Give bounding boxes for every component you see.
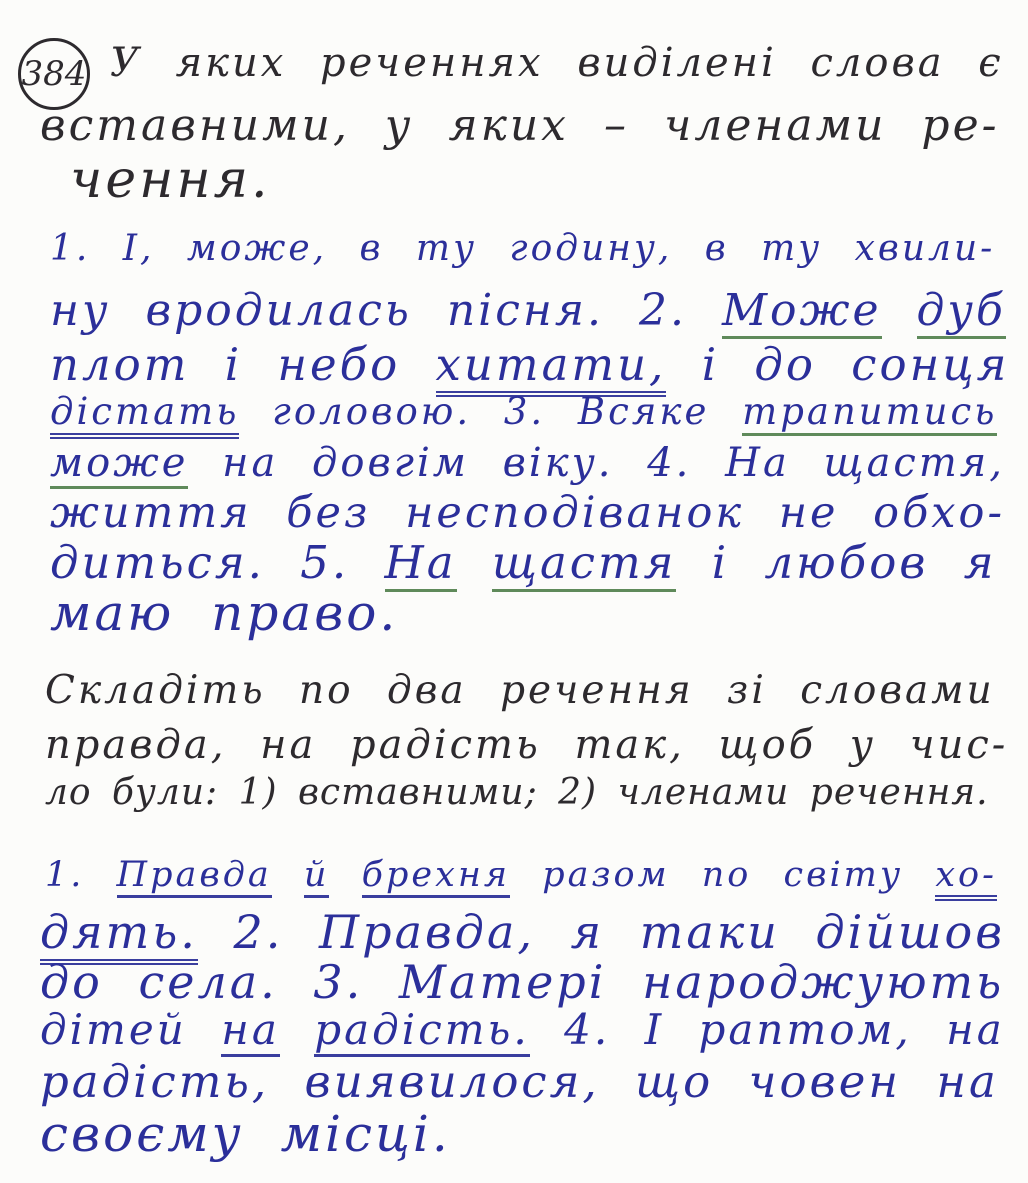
double-underlined-word: дять.: [40, 905, 198, 965]
underlined-word: на: [221, 1005, 280, 1057]
underlined-word: брехня: [362, 855, 510, 898]
task2-line-3: ло були: 1) вставними; 2) членами речення.: [45, 772, 989, 813]
underlined-word: Правда: [117, 855, 272, 898]
underlined-word: може: [50, 440, 188, 489]
answer1-text: диться. 5.: [50, 536, 350, 589]
answer2-line-1: [45, 855, 997, 895]
answer2-line-3: до села. 3. Матері народжують: [40, 955, 1005, 1009]
underlined-word: й: [304, 855, 330, 898]
underlined-word: Може: [722, 285, 882, 339]
answer2-line-5: радість, виявилося, що човен на: [40, 1055, 999, 1108]
task-number-badge: 384: [18, 38, 90, 110]
underlined-word: радість.: [314, 1005, 530, 1057]
answer2-text: 2. Правда, я таки дійшов: [233, 905, 1005, 959]
answer1-line-2: [50, 285, 1006, 336]
answer1-line-4: [50, 390, 997, 433]
answer2-text: разом по світу: [542, 855, 904, 895]
task2-line-2: правда, на радість так, щоб у чис-: [45, 722, 1009, 768]
answer1-line-7: [50, 536, 997, 589]
double-underlined-word: хитати,: [436, 338, 667, 397]
answer1-line-5: [50, 440, 1005, 486]
answer1-text: на довгім віку. 4. На щастя,: [222, 440, 1005, 486]
task-line-3: чення.: [70, 150, 271, 210]
answer2-line-2: [40, 905, 1005, 959]
answer1-line-6: життя без несподіванок не обхо-: [50, 488, 1005, 538]
task2-line-1: Складіть по два речення зі словами: [45, 668, 995, 713]
answer2-text: 4. І раптом, на: [564, 1005, 1005, 1054]
answer1-text: і любов я: [711, 536, 997, 589]
underlined-word: На: [385, 536, 457, 592]
answer1-text: і до сонця: [701, 338, 1010, 391]
underlined-word: трапитись: [742, 390, 997, 436]
underlined-word: щастя: [492, 536, 677, 592]
answer1-text: ну вродилась пісня. 2.: [50, 285, 687, 336]
answer1-line-3: [50, 338, 1009, 391]
answer1-line-1: 1. І, може, в ту годину, в ту хвили-: [50, 228, 996, 269]
answer2-text: 1.: [45, 855, 85, 895]
task-line-2: вставними, у яких – членами ре-: [40, 100, 1000, 151]
task-line-1: У яких реченнях виділені слова є: [110, 40, 1004, 86]
answer1-text: головою. 3. Всяке: [272, 390, 710, 433]
underlined-word: дуб: [917, 285, 1006, 339]
answer2-text: дітей: [40, 1005, 187, 1054]
answer1-line-8: маю право.: [50, 584, 399, 642]
answer2-line-6: своєму місці.: [40, 1105, 451, 1163]
double-underlined-word: дістать: [50, 390, 239, 439]
double-underlined-word: хо-: [935, 855, 997, 901]
answer1-text: плот і небо: [50, 338, 401, 391]
answer2-line-4: [40, 1005, 1005, 1054]
